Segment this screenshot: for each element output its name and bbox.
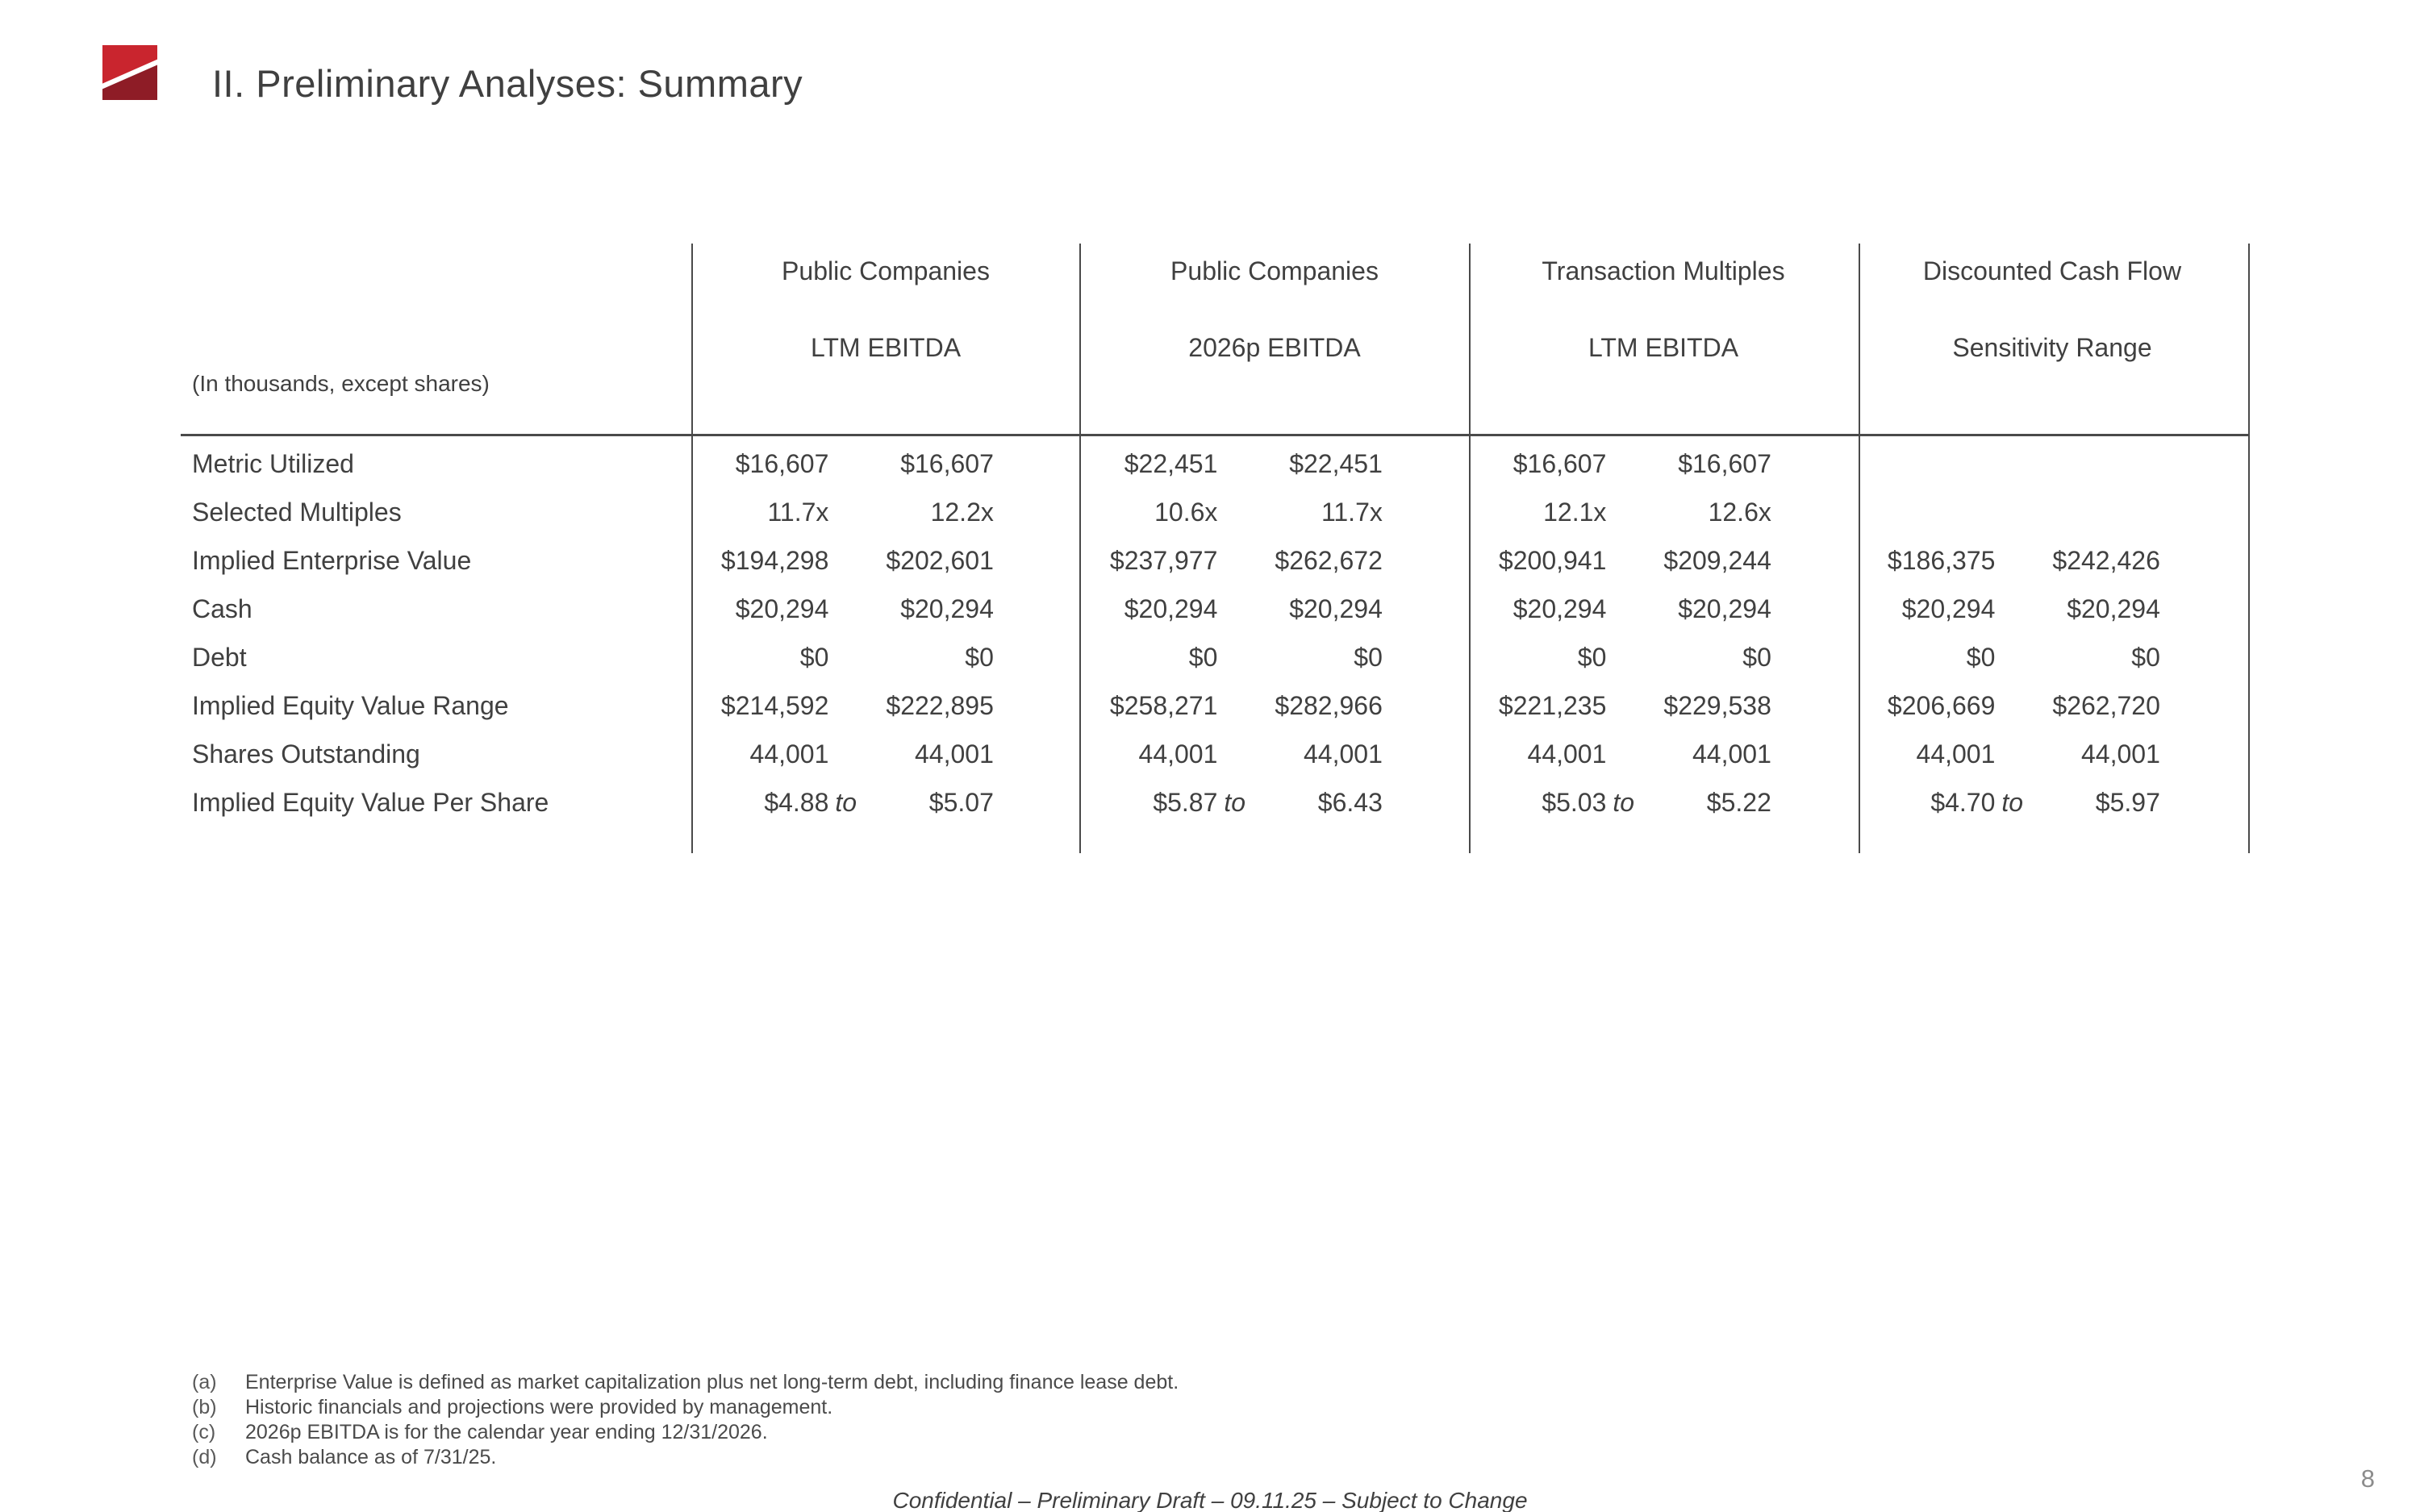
value-low: 12.1x xyxy=(1543,497,1607,527)
column-group-subtitle: 2026p EBITDA xyxy=(1188,333,1361,362)
value-cell xyxy=(691,449,1080,479)
value-cell xyxy=(1469,546,1858,576)
value-high: $0 xyxy=(2131,642,2160,672)
value-high: $5.22 xyxy=(1706,787,1771,817)
value-cell xyxy=(691,594,1080,624)
value-low: $20,294 xyxy=(1124,594,1218,623)
value-low: $221,235 xyxy=(1498,690,1607,720)
range-separator: to xyxy=(1224,787,1246,817)
footnote xyxy=(181,1395,1179,1420)
value-low: 10.6x xyxy=(1154,497,1218,527)
value-high: $242,426 xyxy=(2052,545,2160,575)
table-row xyxy=(181,439,2248,488)
value-cell xyxy=(1858,788,2247,818)
value-cell xyxy=(691,643,1080,673)
value-low: $20,294 xyxy=(1901,594,1996,623)
footnotes xyxy=(181,1370,1179,1470)
table-row xyxy=(181,536,2248,585)
value-cell xyxy=(1858,691,2247,721)
table-header-divider xyxy=(181,434,2250,436)
value-high: $202,601 xyxy=(886,545,994,575)
value-low: $4.88 xyxy=(764,787,829,817)
table-row xyxy=(181,730,2248,778)
value-low: $20,294 xyxy=(1512,594,1607,623)
footnote-text: 2026p EBITDA is for the calendar year ending 12/31/2026. xyxy=(245,1421,768,1443)
range-separator: to xyxy=(835,787,857,817)
value-cell xyxy=(1858,594,2247,624)
range-separator: to xyxy=(2001,787,2024,817)
row-label: Implied Equity Value Range xyxy=(192,690,509,720)
page-number: 8 xyxy=(2360,1464,2375,1493)
company-logo-icon xyxy=(102,45,157,100)
value-cell xyxy=(1080,643,1469,673)
row-label: Implied Equity Value Per Share xyxy=(192,787,549,817)
value-cell xyxy=(1469,449,1858,479)
column-group-subtitle: Sensitivity Range xyxy=(1952,333,2152,362)
column-group-header xyxy=(1858,244,2247,434)
value-high: $262,720 xyxy=(2052,690,2160,720)
units-note: (In thousands, except shares) xyxy=(192,371,490,396)
value-cell xyxy=(1080,594,1469,624)
value-low: $237,977 xyxy=(1109,545,1218,575)
value-low: $0 xyxy=(1966,642,1996,672)
value-low: $186,375 xyxy=(1887,545,1996,575)
table-body xyxy=(181,439,2248,827)
value-high: $20,294 xyxy=(1678,594,1771,623)
value-low: $0 xyxy=(1188,642,1218,672)
value-low: $4.70 xyxy=(1930,787,1996,817)
value-cell xyxy=(1469,498,1858,527)
footer-confidential: Confidential – Preliminary Draft – 09.11.25 – Subject to Change xyxy=(892,1488,1528,1512)
value-high: $20,294 xyxy=(900,594,994,623)
value-low: $214,592 xyxy=(720,690,829,720)
value-cell xyxy=(1469,643,1858,673)
column-group-title: Discounted Cash Flow xyxy=(1922,256,2182,285)
value-cell xyxy=(1080,788,1469,818)
table-row xyxy=(181,585,2248,633)
footnote-text: Enterprise Value is defined as market capitalization plus net long-term debt, including finance lease debt. xyxy=(245,1371,1179,1393)
footnote-marker: (d) xyxy=(192,1446,217,1468)
column-group-subtitle: LTM EBITDA xyxy=(810,333,962,362)
value-low: $200,941 xyxy=(1498,545,1607,575)
value-high: $282,966 xyxy=(1275,690,1383,720)
column-group-header xyxy=(1080,244,1469,434)
column-group-title: Public Companies xyxy=(1170,256,1379,285)
value-cell xyxy=(691,691,1080,721)
value-low: $5.03 xyxy=(1542,787,1607,817)
value-high: $5.07 xyxy=(928,787,994,817)
value-low: $0 xyxy=(1577,642,1607,672)
page-title: II. Preliminary Analyses: Summary xyxy=(212,62,803,105)
value-low: $258,271 xyxy=(1109,690,1218,720)
column-group-title: Public Companies xyxy=(782,256,990,285)
footnote-text: Historic financials and projections were provided by management. xyxy=(245,1396,833,1418)
value-cell xyxy=(691,498,1080,527)
value-low: $16,607 xyxy=(735,448,829,478)
value-high: $16,607 xyxy=(900,448,994,478)
value-cell xyxy=(1080,691,1469,721)
value-high: 44,001 xyxy=(1303,739,1383,768)
value-cell xyxy=(1858,739,2247,769)
table-corner-cell xyxy=(181,244,691,434)
value-cell xyxy=(1080,739,1469,769)
value-low: 44,001 xyxy=(749,739,829,768)
value-cell xyxy=(1469,788,1858,818)
value-high: $229,538 xyxy=(1663,690,1771,720)
column-group-header xyxy=(691,244,1080,434)
table-column-divider xyxy=(2248,244,2250,853)
table-header xyxy=(181,244,2247,434)
value-low: $0 xyxy=(799,642,829,672)
value-low: $206,669 xyxy=(1887,690,1996,720)
footnote-text: Cash balance as of 7/31/25. xyxy=(245,1446,497,1468)
value-low: $22,451 xyxy=(1124,448,1218,478)
value-high: 12.2x xyxy=(930,497,994,527)
value-high: $222,895 xyxy=(886,690,994,720)
value-low: 11.7x xyxy=(767,497,829,527)
value-cell xyxy=(1469,594,1858,624)
value-low: 44,001 xyxy=(1138,739,1218,768)
value-high: $209,244 xyxy=(1663,545,1771,575)
column-group-subtitle: LTM EBITDA xyxy=(1588,333,1739,362)
value-cell xyxy=(1469,691,1858,721)
footnote-marker: (a) xyxy=(192,1371,217,1393)
value-cell xyxy=(1080,546,1469,576)
table-row xyxy=(181,778,2248,827)
value-cell xyxy=(691,788,1080,818)
range-separator: to xyxy=(1613,787,1635,817)
row-label: Debt xyxy=(192,642,247,672)
value-cell xyxy=(1080,498,1469,527)
value-cell xyxy=(691,546,1080,576)
column-group-header xyxy=(1469,244,1858,434)
row-label: Selected Multiples xyxy=(192,497,402,527)
value-high: $16,607 xyxy=(1678,448,1771,478)
table-row xyxy=(181,488,2248,536)
value-cell xyxy=(691,739,1080,769)
value-high: $0 xyxy=(1742,642,1771,672)
value-low: $5.87 xyxy=(1153,787,1218,817)
value-low: 44,001 xyxy=(1527,739,1607,768)
value-low: $194,298 xyxy=(720,545,829,575)
value-high: 11.7x xyxy=(1321,497,1383,527)
row-label: Metric Utilized xyxy=(192,448,354,478)
footnote xyxy=(181,1420,1179,1445)
value-high: $262,672 xyxy=(1275,545,1383,575)
footnote xyxy=(181,1445,1179,1470)
value-low: $16,607 xyxy=(1512,448,1607,478)
value-low: $20,294 xyxy=(735,594,829,623)
value-high: 12.6x xyxy=(1708,497,1771,527)
row-label: Cash xyxy=(192,594,252,623)
column-group-title: Transaction Multiples xyxy=(1542,256,1785,285)
table-row xyxy=(181,633,2248,681)
footnote-marker: (b) xyxy=(192,1396,217,1418)
value-high: $0 xyxy=(965,642,994,672)
value-cell xyxy=(1858,546,2247,576)
row-label: Implied Enterprise Value xyxy=(192,545,472,575)
table-row xyxy=(181,681,2248,730)
value-high: 44,001 xyxy=(914,739,994,768)
row-label: Shares Outstanding xyxy=(192,739,420,768)
value-high: $20,294 xyxy=(2067,594,2160,623)
footnote xyxy=(181,1370,1179,1395)
footnote-marker: (c) xyxy=(192,1421,216,1443)
value-cell xyxy=(1469,739,1858,769)
value-low: 44,001 xyxy=(1916,739,1996,768)
value-cell xyxy=(1858,643,2247,673)
value-high: 44,001 xyxy=(2080,739,2160,768)
value-cell xyxy=(1080,449,1469,479)
value-high: 44,001 xyxy=(1692,739,1771,768)
value-high: $5.97 xyxy=(2095,787,2160,817)
value-high: $22,451 xyxy=(1289,448,1383,478)
value-high: $20,294 xyxy=(1289,594,1383,623)
value-high: $6.43 xyxy=(1317,787,1383,817)
value-high: $0 xyxy=(1354,642,1383,672)
